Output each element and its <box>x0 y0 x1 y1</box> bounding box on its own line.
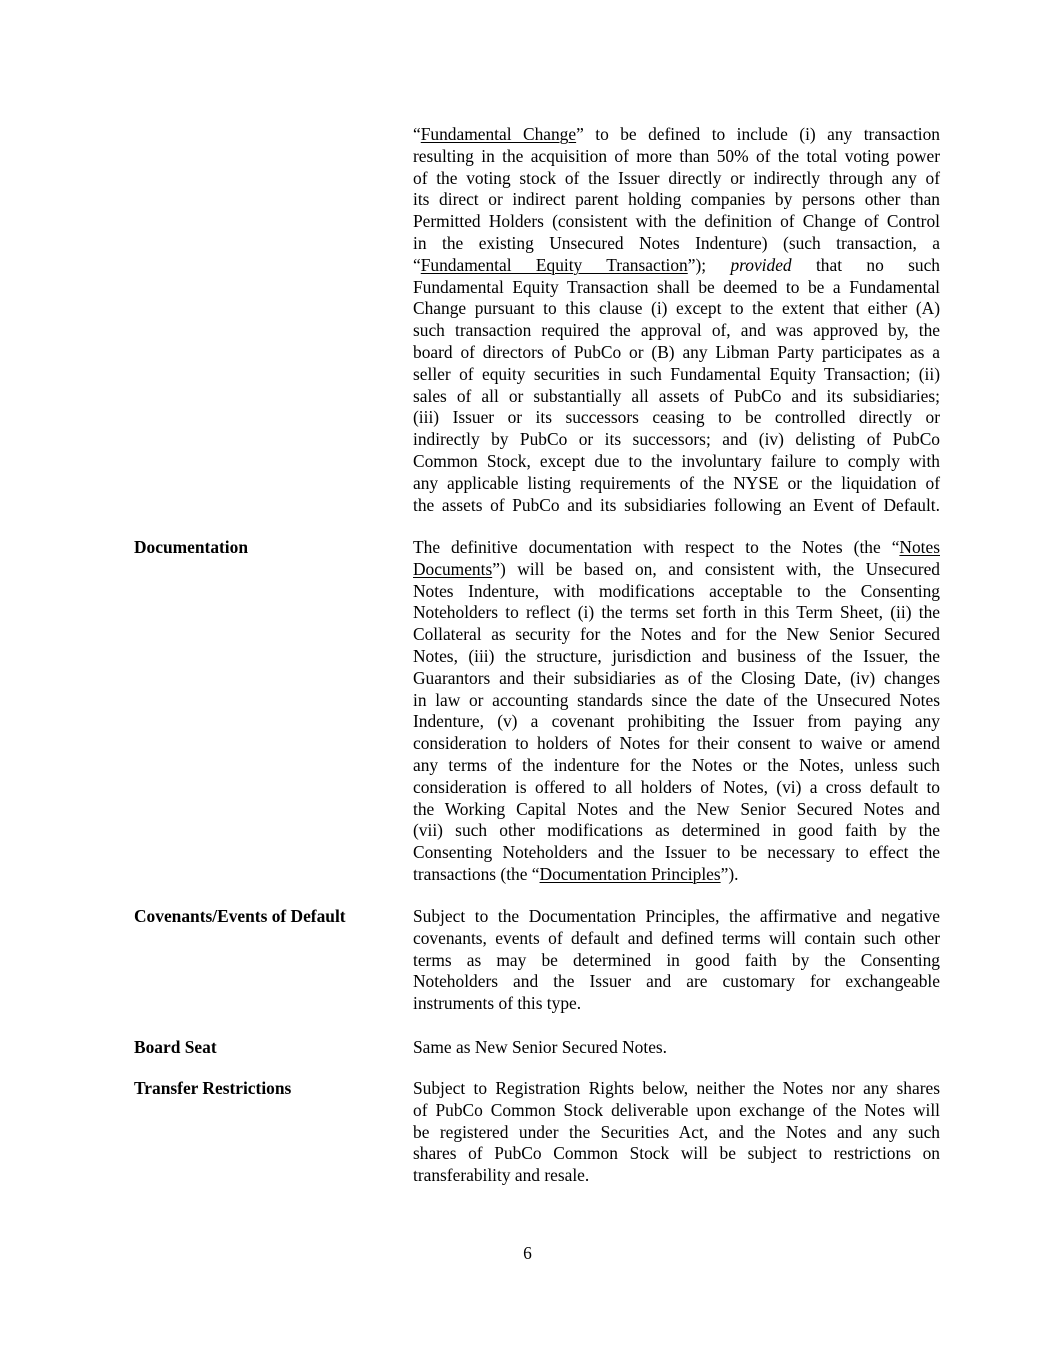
text-line <box>413 1037 940 1059</box>
text-line <box>413 233 940 255</box>
text-line <box>413 429 940 451</box>
text-line <box>413 624 940 646</box>
text-segment: Same as New Senior Secured Notes. <box>413 1037 668 1057</box>
text-line <box>413 971 940 993</box>
defined-term: Fundamental Equity Transaction <box>420 254 688 275</box>
text-segment: Notes, (iii) the structure, jurisdiction and business of the Issuer, the <box>413 645 940 666</box>
text-segment: resulting in the acquisition of more than 50% of the total voting power <box>413 145 940 166</box>
text-segment: ”). <box>720 863 739 884</box>
section-label: Covenants/Events of Default <box>134 906 346 926</box>
text-line <box>413 1122 940 1144</box>
section-body <box>413 906 940 1015</box>
text-segment: (iii) Issuer or its successors ceasing to be controlled directly or <box>413 407 940 428</box>
text-segment: Indenture, (v) a covenant prohibiting the Issuer from paying any <box>413 711 940 732</box>
text-line <box>413 320 940 342</box>
text-segment: The definitive documentation with respect to the Notes (the “ <box>413 537 900 557</box>
text-line <box>413 711 940 733</box>
text-segment: ”); <box>687 254 731 275</box>
text-segment: Consenting Noteholders and the Issuer to be necessary to effect the <box>413 842 940 863</box>
text-segment: ” to be defined to include (i) any transaction <box>576 124 940 144</box>
text-line <box>413 1078 940 1100</box>
text-line <box>413 298 940 320</box>
text-line <box>413 407 940 429</box>
text-segment: such transaction required the approval of, and was approved by, the <box>413 320 940 341</box>
section-label: Documentation <box>134 537 248 557</box>
text-line <box>413 690 940 712</box>
text-segment: covenants, events of default and defined terms will contain such other <box>413 927 940 948</box>
section-body <box>413 1078 940 1187</box>
text-segment: in law or accounting standards since the date of the Unsecured Notes <box>413 689 940 710</box>
text-segment: terms as may be determined in good faith by the Consenting <box>413 949 940 970</box>
text-line <box>413 668 940 690</box>
text-line <box>413 255 940 277</box>
text-line <box>413 168 940 190</box>
text-line <box>413 733 940 755</box>
text-segment: the Working Capital Notes and the New Senior Secured Notes and <box>413 798 940 819</box>
text-segment: Collateral as security for the Notes and for the New Senior Secured <box>413 624 940 645</box>
text-line <box>413 364 940 386</box>
text-line <box>413 386 940 408</box>
text-line <box>413 277 940 299</box>
section-label: Transfer Restrictions <box>134 1078 292 1098</box>
text-line <box>413 451 940 473</box>
text-segment: be registered under the Securities Act, and the Notes and any such <box>413 1121 940 1142</box>
text-segment: instruments of this type. <box>413 993 582 1014</box>
text-segment: shares of PubCo Common Stock will be subject to restrictions on <box>413 1143 940 1164</box>
text-segment: consideration is offered to all holders of Notes, (vi) a cross default to <box>413 776 940 797</box>
text-line <box>413 1143 940 1165</box>
text-segment: Common Stock, except due to the involuntary failure to comply with <box>413 450 940 471</box>
text-segment: Guarantors and their subsidiaries as of the Closing Date, (iv) changes <box>413 667 940 688</box>
section-body <box>413 124 940 516</box>
text-line <box>413 1165 940 1187</box>
text-line <box>413 820 940 842</box>
text-segment: its direct or indirect parent holding companies by persons other than <box>413 189 940 210</box>
emphasis-text: provided <box>730 254 792 275</box>
text-segment: transferability and resale. <box>413 1165 590 1186</box>
text-line <box>413 495 940 517</box>
text-segment: Subject to the Documentation Principles, the affirmative and negative <box>413 906 940 926</box>
text-line <box>413 950 940 972</box>
text-line <box>413 755 940 777</box>
text-segment: “ <box>413 254 421 275</box>
text-segment: “ <box>413 124 421 144</box>
text-segment: seller of equity securities in such Fundamental Equity Transaction; (ii) <box>413 363 940 384</box>
text-segment: transactions (the “ <box>413 863 540 884</box>
text-segment: Subject to Registration Rights below, neither the Notes nor any shares <box>413 1078 940 1098</box>
page-number: 6 <box>523 1243 532 1263</box>
text-segment: Permitted Holders (consistent with the definition of Change of Control <box>413 211 940 232</box>
text-segment: the assets of PubCo and its subsidiaries following an Event of Default. <box>413 494 940 515</box>
text-segment: ”) will be based on, and consistent with, the Unsecured <box>492 558 940 579</box>
text-line <box>413 342 940 364</box>
text-segment: of the voting stock of the Issuer directly or indirectly through any of <box>413 167 940 188</box>
defined-term: Notes <box>899 537 940 557</box>
text-line <box>413 842 940 864</box>
text-segment: sales of all or substantially all assets of PubCo and its subsidiaries; <box>413 385 940 406</box>
text-segment: of PubCo Common Stock deliverable upon exchange of the Notes will <box>413 1099 940 1120</box>
text-line <box>413 777 940 799</box>
text-line <box>413 124 940 146</box>
text-line <box>413 993 940 1015</box>
text-segment: any terms of the indenture for the Notes or the Notes, unless such <box>413 754 940 775</box>
text-line <box>413 1100 940 1122</box>
defined-term: Fundamental Change <box>420 124 577 144</box>
text-line <box>413 602 940 624</box>
section-label: Board Seat <box>134 1037 217 1057</box>
text-segment: indirectly by PubCo or its successors; and (iv) delisting of PubCo <box>413 429 940 450</box>
text-segment: that no such <box>791 254 940 275</box>
text-line <box>413 928 940 950</box>
text-line <box>413 799 940 821</box>
text-line <box>413 537 940 559</box>
text-line <box>413 211 940 233</box>
text-segment: board of directors of PubCo or (B) any Libman Party participates as a <box>413 341 940 362</box>
text-line <box>413 906 940 928</box>
section-body <box>413 537 940 886</box>
text-line <box>413 581 940 603</box>
section-body <box>413 1037 940 1059</box>
text-segment: (vii) such other modifications as determined in good faith by the <box>413 820 940 841</box>
text-line <box>413 646 940 668</box>
text-segment: any applicable listing requirements of the NYSE or the liquidation of <box>413 472 940 493</box>
defined-term: Documents <box>413 558 493 579</box>
text-segment: Noteholders to reflect (i) the terms set forth in this Term Sheet, (ii) the <box>413 602 940 623</box>
text-segment: in the existing Unsecured Notes Indenture) (such transaction, a <box>413 232 940 253</box>
text-segment: consideration to holders of Notes for their consent to waive or amend <box>413 733 940 754</box>
text-segment: Fundamental Equity Transaction shall be deemed to be a Fundamental <box>413 276 940 297</box>
text-line <box>413 189 940 211</box>
text-line <box>413 473 940 495</box>
text-line <box>413 864 940 886</box>
text-segment: Noteholders and the Issuer and are customary for exchangeable <box>413 971 940 992</box>
text-line <box>413 146 940 168</box>
text-segment: Notes Indenture, with modifications acceptable to the Consenting <box>413 580 940 601</box>
defined-term: Documentation Principles <box>539 863 721 884</box>
text-line <box>413 559 940 581</box>
text-segment: Change pursuant to this clause (i) except to the extent that either (A) <box>413 298 940 319</box>
